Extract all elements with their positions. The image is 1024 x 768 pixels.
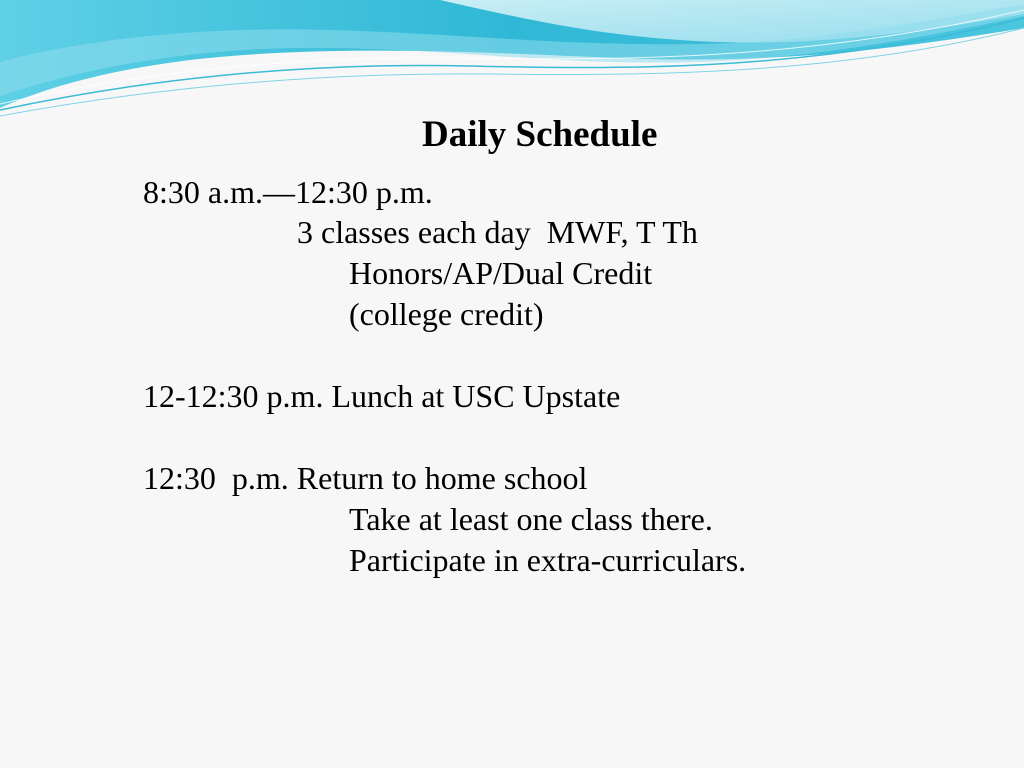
schedule-course-types: Honors/AP/Dual Credit [349,255,653,291]
schedule-time-morning: 8:30 a.m.—12:30 p.m. [143,174,433,210]
schedule-college-credit: (college credit) [349,296,544,332]
schedule-return: 12:30 p.m. Return to home school [143,460,588,496]
schedule-classes: 3 classes each day MWF, T Th [297,214,698,250]
decorative-wave-header [0,0,1024,130]
slide-title: Daily Schedule [422,114,658,155]
schedule-home-class: Take at least one class there. [349,501,713,537]
schedule-extracurriculars: Participate in extra-curriculars. [349,542,747,578]
schedule-lunch: 12-12:30 p.m. Lunch at USC Upstate [143,378,621,414]
